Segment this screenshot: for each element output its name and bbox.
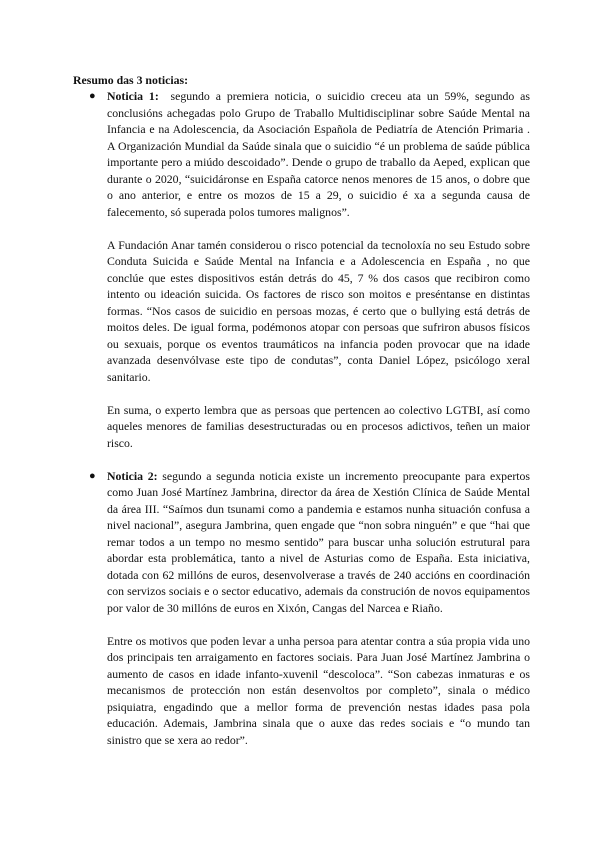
news-item-2 — [73, 468, 530, 749]
news-1-paragraph-1 — [107, 88, 530, 220]
news-2-label: Noticia 2: — [107, 468, 158, 483]
news-item-1 — [73, 88, 530, 451]
summary-heading: Resumo das 3 noticias: — [73, 73, 189, 87]
news-1-paragraph-1-text: segundo a premiera noticia, o suicidio creceu ata un 59%, segundo as conclusións achegadas polo Grupo de Traballo Multidisciplinar sobre Saúde Mental na Infancia e na Adolescencia, da Asociación Española de Pediatría de Atención Primaria . A Organización Mundial da Saúde sinala que o suicidio “é un problema de saúde pública importante pero a miúdo descoidado”. Dende o grupo de traballo da Aeped, explican que durante o 2020, “suicidáronse en España catorce nenos menores de 15 anos, o dobre que o ano anterior, e entre os mozos de 15 a 29, o suicidio é xa a segunda causa de falecemento, só superada polos tumores malignos”. — [107, 89, 530, 219]
bullet-icon: ● — [89, 90, 96, 102]
news-1-label: Noticia 1: — [107, 89, 159, 103]
news-1-paragraph-2: A Fundación Anar tamén considerou o risco potencial da tecnoloxía no seu Estudo sobre Conduta Suicida e Saúde Mental na Infancia e a Adolescencia en España , no que conclúe que estes dispositivos están detrás do 45, 7 % dos casos que recibiron como intento ou ideación suicida. Os factores de risco son moitos e preséntanse en distintas formas. “Nos casos de suicidio en persoas mozas, é certo que o bullying está detrás de moitos deles. De igual forma, podémonos atopar con persoas que sufriron abusos físicos ou sexuais, porque os eventos traumáticos na infancia poden provocar que na idade avanzada desenvólvase este tipo de condutas”, conta Daniel López, psicólogo xeral sanitario. — [107, 237, 530, 384]
news-1-paragraph-3: En suma, o experto lembra que as persoas que pertencen ao colectivo LGTBI, así como aqueles menores de familias desestructuradas ou en procesos adictivos, teñen un maior risco. — [107, 402, 530, 450]
news-2-paragraph-1 — [107, 468, 530, 617]
news-2-paragraph-1-text: segundo a segunda noticia existe un incremento preocupante para expertos como Juan José Martínez Jambrina, director da área de Xestión Clínica de Saúde Mental da área III. “Saímos dun tsunami como a pandemia e estamos nunha situación confusa a nivel nacional”, asegura Jambrina, quen engade que “non sobra ninguén” e que “hai que remar todos a un tempo no mesmo sentido” para buscar unha solución estrutural para abordar esta problemática, tanto a nivel de Asturias como de España. Esta iniciativa, dotada con 62 millóns de euros, desenvolverase a través de 240 accións en coordinación con servizos sociais e o sector educativo, ademais da construción de novos equipamentos por valor de 30 millóns de euros en Xixón, Cangas del Narcea e Riaño. — [107, 468, 531, 615]
news-2-paragraph-2: Entre os motivos que poden levar a unha persoa para atentar contra a súa propia vida uno dos principais ten arraigamento en factores sociais. Para Juan José Martínez Jambrina o aumento de casos en idade infanto-xuvenil “descoloca”. “Son cabezas inmaturas e os mecanismos de protección non están desenvoltos por completo”, sinala o médico psiquiatra, engadindo que a mellor forma de prevención nestas idades pasa pola educación. Ademais, Jambrina sinala que o auxe das redes sociais e “o mundo tan sinistro que se xera ao redor”. — [107, 633, 530, 747]
bullet-icon: ● — [89, 469, 96, 482]
